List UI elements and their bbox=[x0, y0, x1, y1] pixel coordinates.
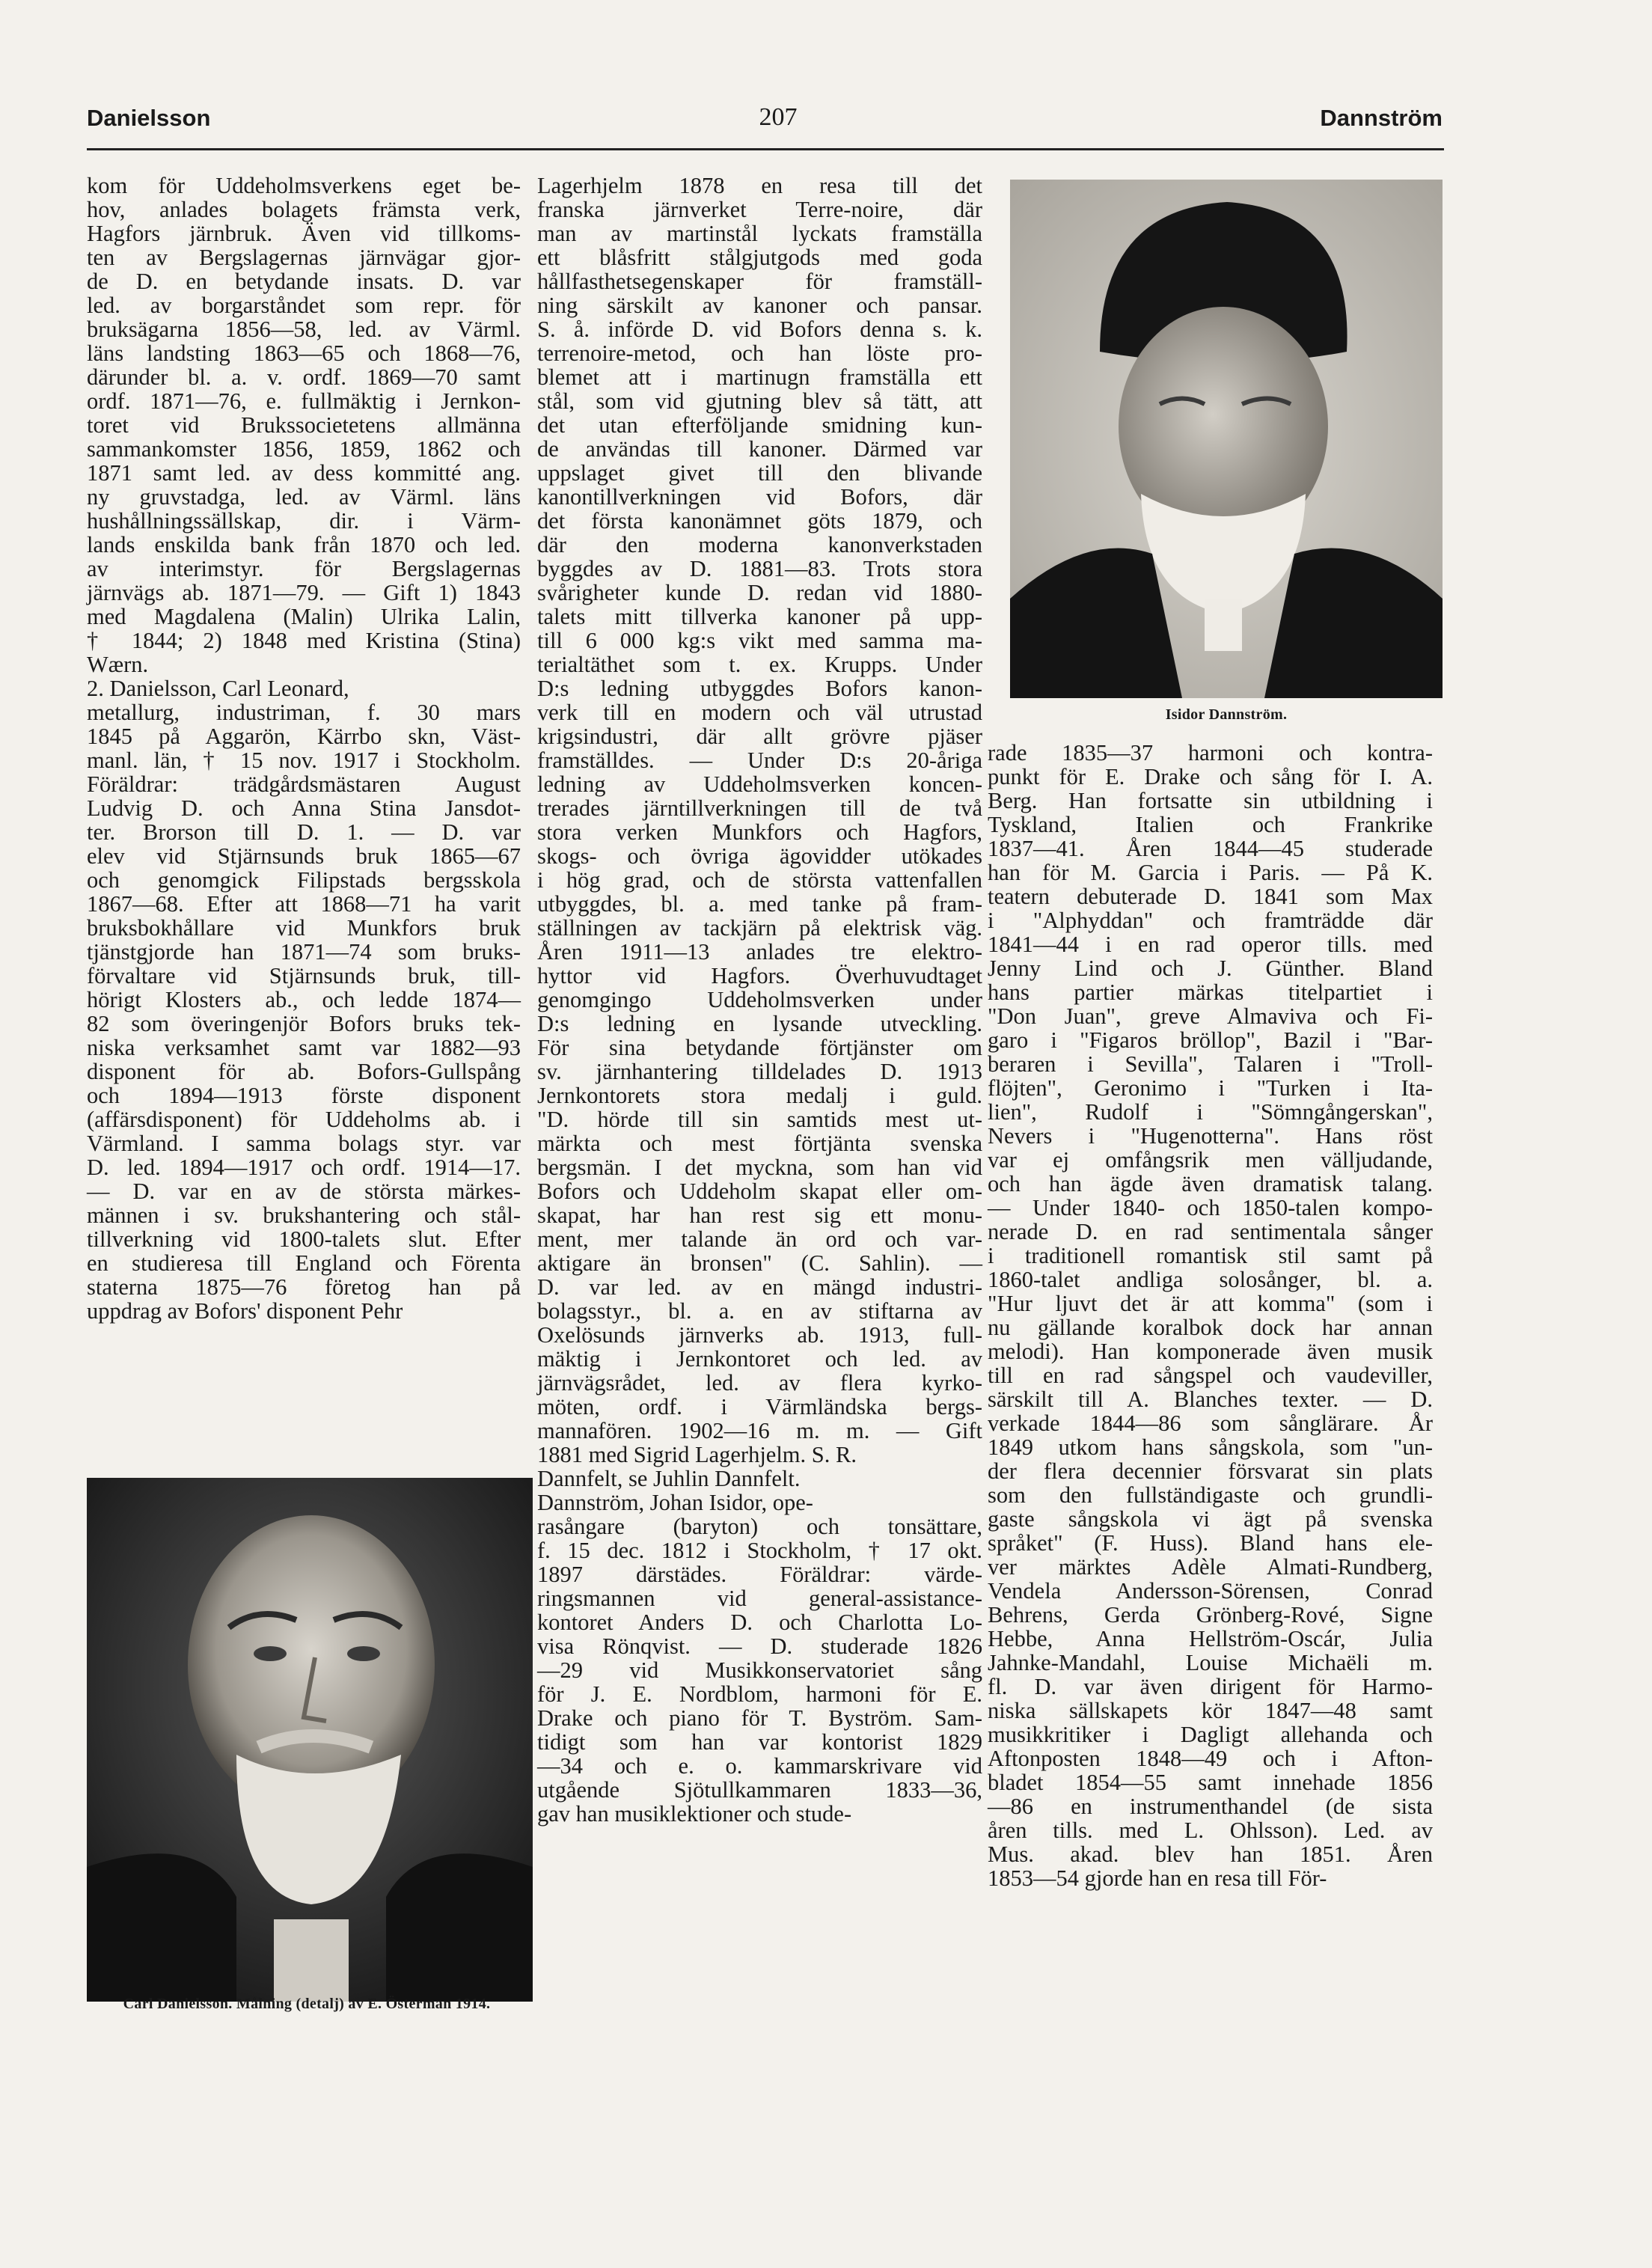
text-line: lands enskilda bank från 1870 och led. bbox=[87, 532, 521, 557]
text-column-2 bbox=[537, 174, 982, 1826]
text-line: ny gruvstadga, led. av Värml. läns bbox=[87, 484, 521, 510]
text-line: Oxelösunds järnverks ab. 1913, full- bbox=[537, 1322, 982, 1348]
text-line: der flera decennier försvarat sin plats bbox=[988, 1458, 1433, 1484]
text-line: blemet att i martinugn framställa ett bbox=[537, 364, 982, 390]
text-line: Berg. Han fortsatte sin utbildning i bbox=[988, 788, 1433, 813]
text-line: trerades järntillverkningen till de två bbox=[537, 795, 982, 821]
text-line: skogs- och övriga ägovidder utökades bbox=[537, 843, 982, 869]
text-line: franska järnverket Terre-noire, där bbox=[537, 197, 982, 222]
text-line: Dannström, Johan Isidor, ope- bbox=[537, 1490, 813, 1515]
header-rule bbox=[87, 148, 1444, 150]
text-line: niska verksamhet samt var 1882—93 bbox=[87, 1035, 521, 1060]
text-line: ment, mer talande än ord och var- bbox=[537, 1226, 982, 1252]
text-line: Föräldrar: trädgårdsmästaren August bbox=[87, 771, 521, 797]
text-line: bruksbokhållare vid Munkfors bruk bbox=[87, 915, 521, 941]
text-line: rade 1835—37 harmoni och kontra- bbox=[988, 740, 1433, 765]
text-line: terrenoire-metod, och han löste pro- bbox=[537, 340, 982, 366]
text-line: särskilt till A. Blanches texter. — D. bbox=[988, 1387, 1433, 1412]
text-line: D:s ledning utbyggdes Bofors kanon- bbox=[537, 676, 982, 701]
text-line: ledning av Uddeholmsverken koncen- bbox=[537, 771, 982, 797]
text-line: bergsmän. I det myckna, som han vid bbox=[537, 1155, 982, 1180]
text-line: Mus. akad. blev han 1851. Åren bbox=[988, 1841, 1433, 1867]
text-line: genomgingo Uddeholmsverken under bbox=[537, 987, 982, 1012]
text-line: ringsmannen vid general-assistance- bbox=[537, 1586, 982, 1611]
text-line: Vendela Andersson-Sörensen, Conrad bbox=[988, 1578, 1433, 1604]
text-line: 1849 utkom hans sångskola, som "un- bbox=[988, 1434, 1433, 1460]
text-line: "D. hörde till sin samtids mest ut- bbox=[537, 1107, 982, 1132]
text-line: där den moderna kanonverkstaden bbox=[537, 532, 982, 557]
running-head-left: Danielsson bbox=[87, 105, 211, 131]
text-line: 1845 på Aggarön, Kärrbo skn, Väst- bbox=[87, 724, 521, 749]
text-line: 1853—54 gjorde han en resa till För- bbox=[988, 1865, 1327, 1891]
text-line: disponent för ab. Bofors-Gullspång bbox=[87, 1059, 521, 1084]
text-line: kontoret Anders D. och Charlotta Lo- bbox=[537, 1610, 982, 1635]
text-line: kanontillverkningen vid Bofors, där bbox=[537, 484, 982, 510]
text-line: förvaltare vid Stjärnsunds bruk, till- bbox=[87, 963, 521, 988]
text-line: Tyskland, Italien och Frankrike bbox=[988, 812, 1433, 837]
text-line: —29 vid Musikkonservatoriet sång bbox=[537, 1657, 982, 1683]
text-line: Wærn. bbox=[87, 652, 149, 677]
text-line: det utan efterföljande smidning kun- bbox=[537, 412, 982, 438]
text-line: i traditionell romantisk stil samt på bbox=[988, 1243, 1433, 1268]
text-line: Hebbe, Anna Hellström-Oscár, Julia bbox=[988, 1626, 1433, 1651]
text-line: hushållningssällskap, dir. i Värm- bbox=[87, 508, 521, 534]
text-line: märkta och mest förtjänta svenska bbox=[537, 1131, 982, 1156]
text-column-1 bbox=[87, 174, 521, 1323]
text-line: till en rad sångspel och vaudeviller, bbox=[988, 1363, 1433, 1388]
text-line: av interimstyr. för Bergslagernas bbox=[87, 556, 521, 581]
text-line: 82 som överingenjör Bofors bruks tek- bbox=[87, 1011, 521, 1036]
text-line: för J. E. Nordblom, harmoni för E. bbox=[537, 1681, 982, 1707]
portrait-carl-danielsson bbox=[87, 1478, 533, 2002]
text-line: 2. Danielsson, Carl Leonard, bbox=[87, 676, 349, 701]
text-line: hörigt Klosters ab., och ledde 1874— bbox=[87, 987, 521, 1012]
text-line: ordf. 1871—76, e. fullmäktig i Jernkon- bbox=[87, 388, 521, 414]
text-line: järnvägs ab. 1871—79. — Gift 1) 1843 bbox=[87, 580, 521, 605]
text-line: svårigheter kunde D. redan vid 1880- bbox=[537, 580, 982, 605]
text-line: Aftonposten 1848—49 och i Afton- bbox=[988, 1746, 1433, 1771]
text-line: språket" (F. Huss). Bland hans ele- bbox=[988, 1530, 1433, 1556]
text-line: 1860-talet andliga solosånger, bl. a. bbox=[988, 1267, 1433, 1292]
text-line: ning särskilt av kanoner och pansar. bbox=[537, 293, 982, 318]
text-line: Ludvig D. och Anna Stina Jansdot- bbox=[87, 795, 521, 821]
text-line: ett blåsfritt stålgjutgods med goda bbox=[537, 245, 982, 270]
text-line: hållfasthetsegenskaper för framställ- bbox=[537, 269, 982, 294]
text-line: verkade 1844—86 som sånglärare. År bbox=[988, 1410, 1433, 1436]
text-line: sv. järnhantering tilldelades D. 1913 bbox=[537, 1059, 982, 1084]
text-line: ter. Brorson till D. 1. — D. var bbox=[87, 819, 521, 845]
text-line: hans partier märkas titelpartiet i bbox=[988, 979, 1433, 1005]
caption-portrait-2: Isidor Dannström. bbox=[1165, 706, 1288, 723]
text-line: järnvägsrådet, led. av flera kyrko- bbox=[537, 1370, 982, 1396]
text-line: fl. D. var även dirigent för Harmo- bbox=[988, 1674, 1433, 1699]
text-line: Jernkontorets stora medalj i guld. bbox=[537, 1083, 982, 1108]
text-line: ten av Bergslagernas järnvägar gjor- bbox=[87, 245, 521, 270]
text-line: var ej omfångsrik men välljudande, bbox=[988, 1147, 1433, 1173]
text-line: som den fullständigaste och grundli- bbox=[988, 1482, 1433, 1508]
text-line: och 1894—1913 förste disponent bbox=[87, 1083, 521, 1108]
text-line: elev vid Stjärnsunds bruk 1865—67 bbox=[87, 843, 521, 869]
text-line: — Under 1840- och 1850-talen kompo- bbox=[988, 1195, 1433, 1220]
text-line: visa Rönqvist. — D. studerade 1826 bbox=[537, 1633, 982, 1659]
text-line: staterna 1875—76 företog han på bbox=[87, 1274, 521, 1300]
text-line: Lagerhjelm 1878 en resa till det bbox=[537, 173, 982, 198]
text-line: till 6 000 kg:s vikt med samma ma- bbox=[537, 628, 982, 653]
text-line: 1841—44 i en rad operor tills. med bbox=[988, 932, 1433, 957]
text-line: utgående Sjötullkammaren 1833—36, bbox=[537, 1777, 982, 1803]
text-line: en studieresa till England och Förenta bbox=[87, 1250, 521, 1276]
text-line: möten, ordf. i Värmländska bergs- bbox=[537, 1394, 982, 1419]
text-line: Hagfors järnbruk. Även vid tillkoms- bbox=[87, 221, 521, 246]
text-line: niska sällskapets kör 1847—48 samt bbox=[988, 1698, 1433, 1723]
text-line: nerade D. en rad sentimentala sånger bbox=[988, 1219, 1433, 1244]
text-line: Jenny Lind och J. Günther. Bland bbox=[988, 956, 1433, 981]
text-line: männen i sv. brukshantering och stål- bbox=[87, 1202, 521, 1228]
text-line: ställningen av tackjärn på elektrisk väg. bbox=[537, 915, 982, 941]
text-line: gav han musiklektioner och stude- bbox=[537, 1801, 852, 1827]
text-line: led. av borgarståndet som repr. för bbox=[87, 293, 521, 318]
text-line: aktigare än bronsen" (C. Sahlin). — bbox=[537, 1250, 982, 1276]
text-line: skapat, har han rest sig ett monu- bbox=[537, 1202, 982, 1228]
text-line: — D. var en av de största märkes- bbox=[87, 1179, 521, 1204]
text-line: de användas till kanoner. Därmed var bbox=[537, 436, 982, 462]
text-line: stål, som vid gjutning blev så tätt, att bbox=[537, 388, 982, 414]
text-line: Värmland. I samma bolags styr. var bbox=[87, 1131, 521, 1156]
text-line: "Don Juan", greve Almaviva och Fi- bbox=[988, 1003, 1433, 1029]
text-line: ver märktes Adèle Almati-Rundberg, bbox=[988, 1554, 1433, 1580]
text-line: man av martinstål lyckats framställa bbox=[537, 221, 982, 246]
text-line: Jahnke-Mandahl, Louise Michaëli m. bbox=[988, 1650, 1433, 1675]
text-line: krigsindustri, där allt grövre pjäser bbox=[537, 724, 982, 749]
text-line: utbyggdes, bl. a. med tanke på fram- bbox=[537, 891, 982, 917]
text-line: uppslaget givet till den blivande bbox=[537, 460, 982, 486]
text-line: 1871 samt led. av dess kommitté ang. bbox=[87, 460, 521, 486]
text-line: 1837—41. Åren 1844—45 studerade bbox=[988, 836, 1433, 861]
text-line: teatern debuterade D. 1841 som Max bbox=[988, 884, 1433, 909]
text-line: rasångare (baryton) och tonsättare, bbox=[537, 1514, 982, 1539]
text-line: D. led. 1894—1917 och ordf. 1914—17. bbox=[87, 1155, 521, 1180]
text-line: terialtäthet som t. ex. Krupps. Under bbox=[537, 652, 982, 677]
text-line: f. 15 dec. 1812 i Stockholm, † 17 okt. bbox=[537, 1538, 982, 1563]
text-line: sammankomster 1856, 1859, 1862 och bbox=[87, 436, 521, 462]
text-line: † 1844; 2) 1848 med Kristina (Stina) bbox=[87, 628, 521, 653]
text-line: tjänstgjorde han 1871—74 som bruks- bbox=[87, 939, 521, 965]
text-line: (affärsdisponent) för Uddeholms ab. i bbox=[87, 1107, 521, 1132]
text-line: bladet 1854—55 samt innehade 1856 bbox=[988, 1770, 1433, 1795]
text-line: D:s ledning en lysande utveckling. bbox=[537, 1011, 982, 1036]
text-line: melodi). Han komponerade även musik bbox=[988, 1339, 1433, 1364]
text-line: bruksägarna 1856—58, led. av Värml. bbox=[87, 317, 521, 342]
page-number: 207 bbox=[759, 103, 798, 131]
text-line: flöjten", Geronimo i "Turken i Ita- bbox=[988, 1075, 1433, 1101]
text-line: mäktig i Jernkontoret och led. av bbox=[537, 1346, 982, 1372]
text-line: För sina betydande förtjänster om bbox=[537, 1035, 982, 1060]
text-line: därunder bl. a. v. ordf. 1869—70 samt bbox=[87, 364, 521, 390]
text-line: —34 och e. o. kammarskrivare vid bbox=[537, 1753, 982, 1779]
text-line: hov, anlades bolagets främsta verk, bbox=[87, 197, 521, 222]
text-line: lien", Rudolf i "Sömngångerskan", bbox=[988, 1099, 1433, 1125]
text-line: i "Alphyddan" och framträdde där bbox=[988, 908, 1433, 933]
text-line: 1867—68. Efter att 1868—71 ha varit bbox=[87, 891, 521, 917]
text-line: mannafören. 1902—16 m. m. — Gift bbox=[537, 1418, 982, 1443]
text-line: tillverkning vid 1800-talets slut. Efter bbox=[87, 1226, 521, 1252]
text-line: —86 en instrumenthandel (de sista bbox=[988, 1794, 1433, 1819]
text-line: bolagsstyr., bl. a. en av stiftarna av bbox=[537, 1298, 982, 1324]
text-line: byggdes av D. 1881—83. Trots stora bbox=[537, 556, 982, 581]
text-line: Behrens, Gerda Grönberg-Rové, Signe bbox=[988, 1602, 1433, 1627]
text-line: och genomgick Filipstads bergsskola bbox=[87, 867, 521, 893]
text-line: musikkritiker i Dagligt allehanda och bbox=[988, 1722, 1433, 1747]
text-line: läns landsting 1863—65 och 1868—76, bbox=[87, 340, 521, 366]
text-line: stora verken Munkfors och Hagfors, bbox=[537, 819, 982, 845]
text-line: framställdes. — Under D:s 20-åriga bbox=[537, 748, 982, 773]
text-line: nu gällande koralbok dock har annan bbox=[988, 1315, 1433, 1340]
text-line: gaste sångskola vi ägt på svenska bbox=[988, 1506, 1433, 1532]
text-line: han för M. Garcia i Paris. — På K. bbox=[988, 860, 1433, 885]
text-line: hyttor vid Hagfors. Överhuvudtaget bbox=[537, 963, 982, 988]
text-line: Drake och piano för T. Byström. Sam- bbox=[537, 1705, 982, 1731]
text-column-3 bbox=[988, 741, 1433, 1890]
text-line: 1881 med Sigrid Lagerhjelm. S. R. bbox=[537, 1442, 857, 1467]
text-line: garo i "Figaros bröllop", Bazil i "Bar- bbox=[988, 1027, 1433, 1053]
text-line: talets mitt tillverka kanoner på upp- bbox=[537, 604, 982, 629]
text-line: verk till en modern och väl utrustad bbox=[537, 700, 982, 725]
text-line: toret vid Brukssocietetens allmänna bbox=[87, 412, 521, 438]
text-line: tidigt som han var kontorist 1829 bbox=[537, 1729, 982, 1755]
portrait-isidor-dannstrom bbox=[1010, 180, 1443, 698]
text-line: Nevers i "Hugenotterna". Hans röst bbox=[988, 1123, 1433, 1149]
text-line: de D. en betydande insats. D. var bbox=[87, 269, 521, 294]
text-line: uppdrag av Bofors' disponent Pehr bbox=[87, 1298, 403, 1324]
text-line: Dannfelt, se Juhlin Dannfelt. bbox=[537, 1466, 801, 1491]
text-line: åren tills. med L. Ohlsson). Led. av bbox=[988, 1818, 1433, 1843]
text-line: D. var led. av en mängd industri- bbox=[537, 1274, 982, 1300]
text-line: beraren i Sevilla", Talaren i "Troll- bbox=[988, 1051, 1433, 1077]
text-line: Åren 1911—13 anlades tre elektro- bbox=[537, 939, 982, 965]
text-line: 1897 därstädes. Föräldrar: värde- bbox=[537, 1562, 982, 1587]
text-line: punkt för E. Drake och sång för I. A. bbox=[988, 764, 1433, 789]
text-line: och han ägde även dramatisk talang. bbox=[988, 1171, 1433, 1196]
caption-portrait-1: Carl Danielsson. Målning (detalj) av E. Österman 1914. bbox=[123, 1996, 491, 2012]
text-line: S. å. införde D. vid Bofors denna s. k. bbox=[537, 317, 982, 342]
text-line: metallurg, industriman, f. 30 mars bbox=[87, 700, 521, 725]
running-head-right: Dannström bbox=[1320, 105, 1443, 131]
text-line: manl. län, † 15 nov. 1917 i Stockholm. bbox=[87, 748, 521, 773]
text-line: kom för Uddeholmsverkens eget be- bbox=[87, 173, 521, 198]
text-line: i hög grad, och de största vattenfallen bbox=[537, 867, 982, 893]
text-line: "Hur ljuvt det är att komma" (som i bbox=[988, 1291, 1433, 1316]
text-line: Bofors och Uddeholm skapat eller om- bbox=[537, 1179, 982, 1204]
text-line: med Magdalena (Malin) Ulrika Lalin, bbox=[87, 604, 521, 629]
text-line: det första kanonämnet göts 1879, och bbox=[537, 508, 982, 534]
